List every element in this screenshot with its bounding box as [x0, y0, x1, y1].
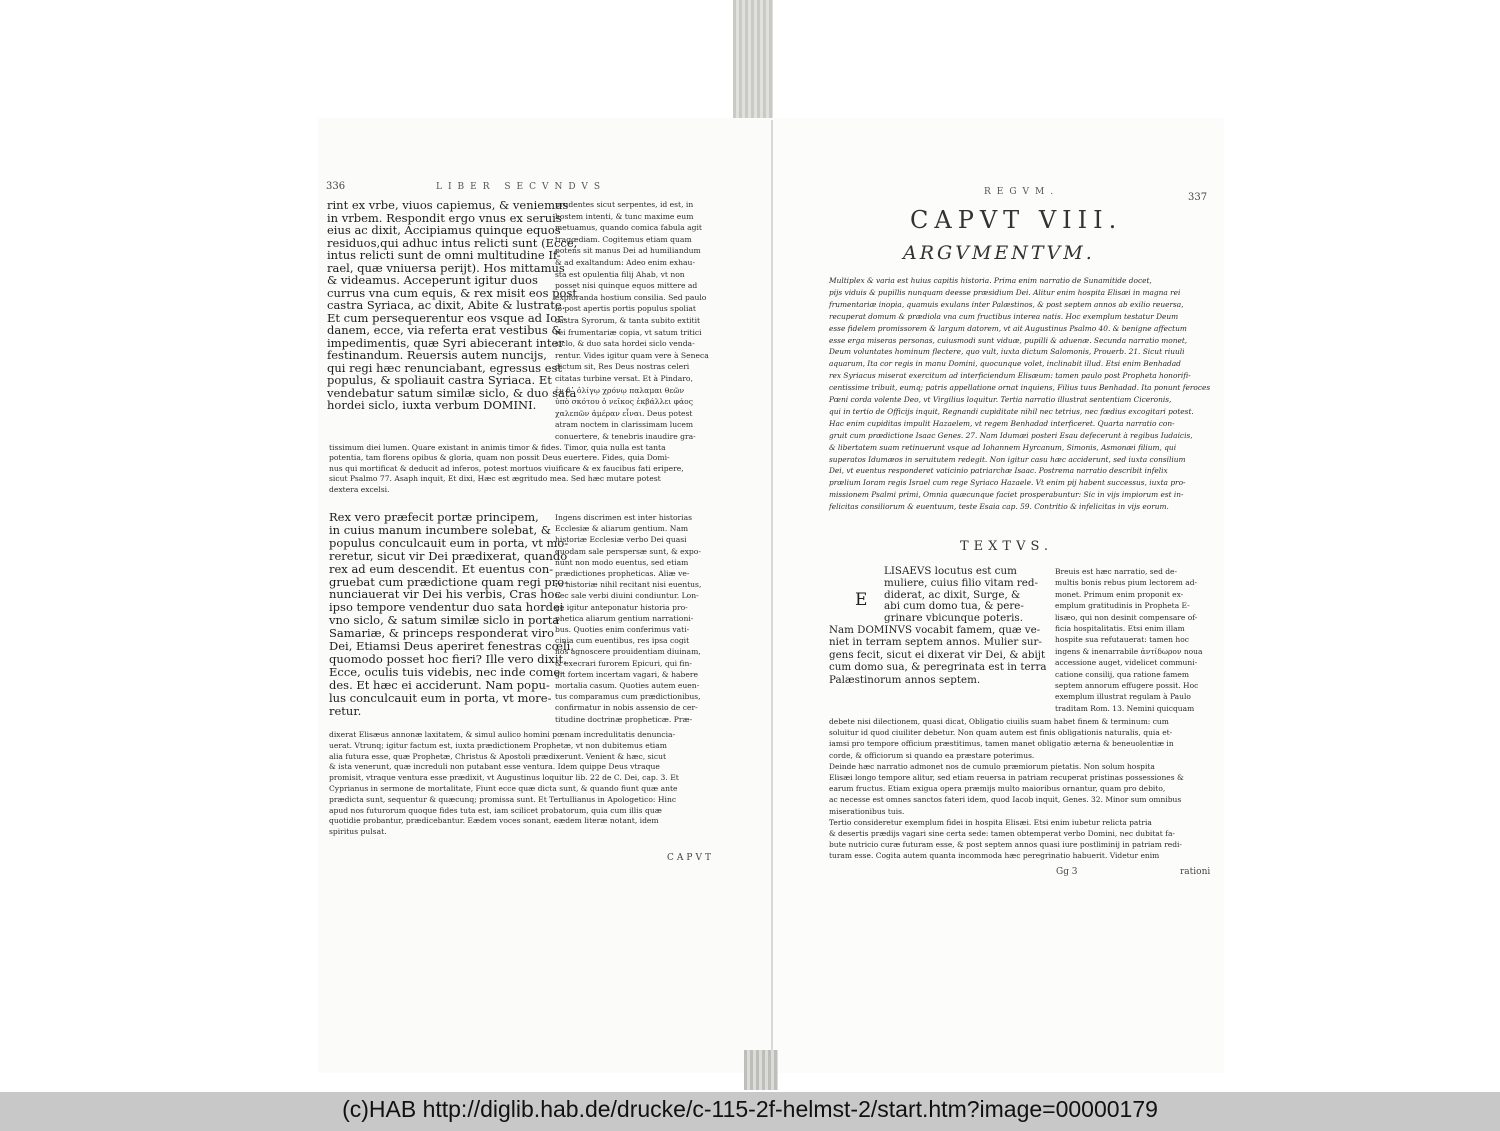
scan-edge-bottom: [744, 1050, 778, 1090]
text-line: & desertis prædijs vagari sine certa sede: tamen obtemperat verbo Domini, nec dubitat fa-: [829, 829, 1175, 838]
text-line: Ecce, oculis tuis videbis, nec inde come-: [329, 664, 565, 679]
text-line: lo post apertis portis populus spoliat: [555, 304, 696, 314]
text-line: tus comparamus cum prædictionibus,: [555, 692, 701, 702]
scan-edge-top: [733, 0, 773, 118]
text-line: castra Syrorum, & tanta subito extitit: [555, 316, 701, 325]
text-line: quomodo posset hoc fieri? Ille vero dixit,: [329, 651, 567, 666]
text-line: alia futura esse, quæ Prophetæ, Christus & Apostoli prædixerunt. Venient & hæc, sicut: [329, 751, 667, 761]
text-line: iamsi pro tempore officium præstitimus, tamen manet obligatio æterna & beneuolentiæ in: [829, 739, 1174, 749]
text-line: rex Syriacus miserat exercitum ad interficiendum Elisæum: tamen paulo post Propheta honorifi-: [829, 371, 1191, 381]
text-line: ipso tempore vendentur duo sata hordei: [329, 600, 564, 615]
text-line: uerat. Vtrunq; igitur factum est, iuxta prædictionem Prophetæ, vt non dubitemus etiam: [329, 740, 667, 750]
text-line: recuperat domum & prædiola vna cum fructibus interea natis. Hoc exemplum testatur Deum: [829, 311, 1179, 321]
text-line: ro historiæ nihil recitant nisi euentus,: [555, 580, 702, 590]
text-line: ὑπὸ σκότου ὁ νεῖκος ἐκβάλλει φάος: [555, 397, 693, 407]
text-line: bus. Quoties enim conferimus vati-: [555, 625, 690, 634]
text-line: atram noctem in clarissimam lucem: [555, 420, 694, 430]
text-line: potens sit manus Dei ad humiliandum: [555, 246, 701, 256]
text-line: nos agnoscere prouidentiam diuinam,: [555, 647, 701, 657]
text-line: cinia cum euentibus, res ipsa cogit: [555, 636, 690, 646]
text-line: Et cum persequerentur eos vsque ad Ior-: [327, 310, 567, 325]
text-line: retur.: [329, 703, 362, 718]
text-line: castra Syriaca, ac dixit, Abite & lustrate.: [327, 298, 566, 312]
left-catchword: CAPVT: [667, 853, 714, 863]
text-line: muliere, cuius filio vitam red-: [884, 576, 1038, 589]
argument-heading: ARGVMENTVM.: [903, 242, 1095, 264]
text-line: & execrari furorem Epicuri, qui fin-: [555, 658, 692, 668]
text-line: spiritus pulsat.: [329, 827, 387, 837]
text-line: conuertere, & tenebris inaudire gra-: [555, 432, 696, 441]
text-line: posset nisi quinque equos mittere ad: [555, 281, 698, 291]
signature-mark: Gg 3: [1056, 867, 1078, 877]
text-line: nunt non modo euentus, sed etiam: [555, 557, 689, 567]
text-line: nus qui mortificat & deducit ad inferos, potest mortuos viuificare & ex faucibus fati eripere,: [329, 463, 684, 473]
text-line: vno siclo, & satum similæ siclo in porta: [329, 613, 560, 628]
text-line: lisæo, qui non desinit compensare of-: [1055, 612, 1198, 622]
text-line: reretur, sicut vir Dei prædixerat, quando: [329, 548, 568, 563]
text-line: titudine doctrinæ propheticæ. Præ-: [555, 714, 693, 724]
text-line: phetica aliarum gentium narrationi-: [555, 613, 694, 623]
text-line: nec sale verbi diuini condiuntur. Lon-: [555, 591, 699, 601]
text-line: dixerat Elisæus annonæ laxitatem, & simul aulico homini pœnam incredulitatis denuncia-: [329, 730, 676, 739]
text-line: Dei, Etiamsi Deus aperiret fenestras cœli,: [329, 639, 575, 653]
text-line: bute nutricio curæ futuram esse, & post septem annos quasi iure postliminij in patriam redi-: [829, 840, 1182, 850]
text-line: quodam sale perspersæ sunt, & expo-: [555, 546, 701, 556]
text-line: tragœdiam. Cogitemus etiam quam: [555, 234, 692, 244]
text-line: pijs viduis & pupillis nunquam deesse præsidium Dei. Alitur enim hospita Elisæi in magna rei: [829, 287, 1181, 297]
text-line: & videamus. Acceperunt igitur duos: [327, 273, 538, 287]
text-line: frumentariæ inopia, quamuis exulans inter Palæstinos, & post septem annos ab exilio reuersa,: [829, 299, 1184, 309]
text-line: populus, & spoliauit castra Syriaca. Et: [327, 373, 552, 387]
text-line: prædicta sunt, sequentur & quæcunq; promissa sunt. Et Tertullianus in Apologetico: Hinc: [329, 794, 677, 804]
text-line: superatos Idumæos in seruitutem redegit. Non igitur casu hæc acciderunt, sed iuxta consilium: [829, 454, 1186, 464]
text-line: nunciauerat vir Dei his verbis, Cras hoc: [329, 587, 561, 602]
text-line: dextera excelsi.: [329, 484, 390, 494]
text-line: Deinde hæc narratio admonet nos de cumulo præmiorum pietatis. Non solum hospita: [829, 761, 1155, 771]
text-line: Pœni corda volente Deo, vt Virgilius loquitur. Tertia narratio illustrat sententiam Ciceronis,: [829, 395, 1172, 404]
text-line: tissimum diei lumen. Quare existant in animis timor & fides. Timor, quia nulla est tanta: [329, 443, 666, 452]
text-line: danem, ecce, via referta erat vestibus &: [327, 323, 562, 337]
text-line: niet in terram septem annos. Mulier sur-: [829, 636, 1042, 649]
text-line: quotidie probantur, prædicebantur. Eædem voces sonant, eædem literæ notant, idem: [329, 816, 659, 826]
text-line: metuamus, quando comica fabula agit: [555, 223, 702, 233]
text-line: aquarum, Ita cor regis in manu Domini, quocunque volet, inclinabit illud. Etsi enim Benhadad: [829, 359, 1181, 369]
text-line: ficia hospitalitatis. Etsi enim illam: [1055, 624, 1185, 633]
text-line: emplum gratitudinis in Propheta E-: [1055, 601, 1190, 611]
text-line: & libertatem suam retinuerunt vsque ad Iohannem Hyrcanum, Simonis, Asmonæi filium, qui: [829, 442, 1177, 452]
text-line: Multiplex & varia est huius capitis historia. Prima enim narratio de Sunamitide docet,: [829, 276, 1152, 285]
text-line: earum fructus. Etiam exigua opera præmijs multo maioribus ornantur, quam pro debito,: [829, 784, 1166, 794]
text-line: gruebat cum prædictione quam regi pro-: [329, 574, 569, 589]
left-page-number: 336: [326, 181, 346, 192]
drop-cap: E: [855, 590, 868, 610]
credit-text: (c)HAB http://diglib.hab.de/drucke/c-115-2f-helmst-2/start.htm?image=00000179: [342, 1096, 1158, 1122]
text-line: monet. Primum enim proponit ex-: [1055, 589, 1184, 599]
text-line: git fortem incertam vagari, & habere: [555, 669, 698, 679]
text-line: abi cum domo tua, & pere-: [884, 600, 1024, 613]
right-page-number: 337: [1188, 192, 1208, 203]
text-line: prælium Ioram regis Israel cum rege Syriaco Hazaele. Vt enim pij habent successus, iuxta pro-: [829, 478, 1186, 488]
text-line: χαλεπῶν ἀμέραν εἶναι. Deus potest: [555, 408, 693, 418]
text-line: rint ex vrbe, viuos capiemus, & veniemus: [327, 198, 569, 212]
right-catchword: rationi: [1180, 867, 1211, 877]
text-line: hostem intenti, & tunc maxime eum: [555, 211, 694, 221]
text-line: hospite sua refutauerat: tamen hoc: [1055, 635, 1189, 645]
textus-heading: TEXTVS.: [960, 539, 1054, 554]
text-line: festinandum. Reuersis autem nuncijs,: [327, 348, 547, 362]
text-line: esse fidelem promissorem & largum datorem, vt ait Augustinus Psalmo 40. & benigne affectum: [829, 323, 1187, 333]
text-line: exemplum illustrat regulam à Paulo: [1055, 692, 1191, 702]
text-line: Ecclesiæ & aliarum gentium. Nam: [555, 524, 689, 534]
text-line: & ista venerunt, quæ increduli non putabant esse ventura. Idem quippe Deus vtraque: [329, 762, 660, 772]
text-line: Nam DOMINVS vocabit famem, quæ ve-: [829, 624, 1041, 636]
text-line: debete nisi dilectionem, quasi dicat, Obligatio ciuilis suam habet finem & terminum: cum: [829, 717, 1169, 726]
text-line: esse erga miseras personas, cuiusmodi sunt viduæ, pupilli & aduenæ. Secunda narratio monet,: [829, 335, 1188, 345]
text-line: exploranda hostium consilia. Sed paulo: [555, 292, 707, 302]
text-line: rex ad eum descendit. Et euentus con-: [329, 561, 554, 576]
text-line: in vrbem. Respondit ergo vnus ex seruis: [327, 210, 562, 225]
text-line: traditam Rom. 13. Nemini quicquam: [1055, 703, 1195, 713]
text-line: multis bonis rebus pium lectorem ad-: [1055, 578, 1198, 588]
text-line: sicut Psalmo 77. Asaph inquit, Et dixi, Hæc est ægritudo mea. Sed hæc mutare potest: [329, 474, 661, 484]
text-line: potentia, tam florens opibus & gloria, quam non possit Deus euertere. Fides, quia Domi-: [329, 453, 670, 463]
text-line: soluitur id quod ciuiliter debetur. Non quam autem est finis obligationis naturalis, quia et-: [829, 728, 1173, 738]
text-line: lus conculcauit eum in porta, vt more-: [329, 690, 552, 705]
text-line: ac necesse est omnes sanctos fateri idem, quod Iacob inquit, Genes. 32. Minor sum omnibus: [829, 795, 1182, 805]
text-line: residuos,qui adhuc intus relicti sunt (Ecce,: [327, 235, 578, 250]
book-gutter: [771, 120, 773, 1070]
text-line: catione consilij, qua ratione famem: [1055, 669, 1189, 679]
text-line: cum domo sua, & peregrinata est in terra: [829, 661, 1047, 674]
text-line: intus relicti sunt de omni multitudine If-: [327, 248, 561, 262]
right-running-head: REGVM.: [984, 187, 1060, 197]
text-line: Elisæi longo tempore alitur, sed etiam reuersa in patriam recuperat pristinas possessiones &: [829, 773, 1184, 782]
text-line: impedimentis, quæ Syri abiecerant inter: [327, 335, 564, 350]
text-line: populus conculcauit eum in porta, vt mo-: [329, 535, 569, 550]
text-line: prædictiones propheticas. Aliæ ve-: [555, 569, 690, 578]
text-line: confirmatur in nobis assensio de cer-: [555, 703, 698, 713]
text-line: vendebatur satum similæ siclo, & duo sata: [327, 385, 577, 400]
text-line: Palæstinorum annos septem.: [829, 673, 981, 686]
text-line: in cuius manum incumbere solebat, &: [329, 522, 552, 537]
text-line: Deum voluntates hominum flectere, quo vult, iuxta dictum Salomonis, Prouerb. 21. Sicut riuuli: [829, 347, 1185, 357]
text-line: missionem Psalmi primi, Omnia quæcunque faciet prosperabuntur: Sic in vijs impiorum est in-: [829, 490, 1184, 500]
text-line: prudentes sicut serpentes, id est, in: [555, 200, 694, 209]
text-line: LISAEVS locutus est cum: [884, 565, 1017, 577]
text-line: siclo, & duo sata hordei siclo venda-: [555, 339, 695, 349]
text-line: sta est opulentia filij Ahab, vt non: [555, 269, 685, 279]
text-line: Cyprianus in sermone de mortalitate, Fiunt ecce quæ dicta sunt, & quando fiunt quæ ante: [329, 784, 678, 793]
chapter-title: CAPVT VIII.: [910, 206, 1123, 234]
text-line: Dei, vt euentus responderet vaticinio patriarchæ Isaac. Postrema narratio describit infelix: [829, 466, 1168, 476]
text-line: historiæ Ecclesiæ verbo Dei quasi: [555, 535, 687, 545]
text-line: ge igitur anteponatur historia pro-: [555, 602, 688, 612]
text-line: turam esse. Cogita autem quanta incommoda hæc peregrinatio habuerit. Videtur enim: [829, 851, 1160, 861]
text-line: rael, quæ vniuersa perijt). Hos mittamus: [327, 260, 565, 275]
text-line: eius ac dixit, Accipiamus quinque equos: [327, 223, 561, 237]
left-running-head: LIBER SECVNDVS: [436, 182, 607, 192]
text-line: ἐν δ᾽ ὀλίγῳ χρόνῳ παλαμαι θεῶν: [555, 385, 685, 395]
text-line: septem annorum effugere possit. Hoc: [1055, 681, 1199, 690]
text-line: hordei siclo, iuxta verbum DOMINI.: [327, 398, 537, 412]
text-line: diderat, ac dixit, Surge, &: [884, 588, 1021, 601]
text-line: accessione auget, videlicet communi-: [1055, 658, 1198, 668]
text-line: Ingens discrimen est inter historias: [555, 513, 693, 522]
text-line: citatas turbine versat. Et à Pindaro,: [555, 374, 693, 383]
text-line: Tertio consideretur exemplum fidei in hospita Elisæi. Etsi enim iubetur relicta patria: [829, 817, 1152, 827]
text-line: rentur. Vides igitur quam vere à Seneca: [555, 350, 709, 360]
text-line: mortalia casum. Quoties autem euen-: [555, 681, 700, 690]
text-line: qui in tertio de Officijs inquit, Regnandi cupiditate nihil nec tetrius, nec fœdius excogitari potest.: [829, 406, 1194, 416]
text-line: Samariæ, & princeps responderat viro: [329, 626, 555, 641]
text-line: grinare vbicunque poteris.: [884, 612, 1023, 625]
text-line: Breuis est hæc narratio, sed de-: [1055, 567, 1178, 576]
text-line: Hac enim cupiditas impulit Hazaelem, vt regem Benhadad interficeret. Quarta narratio con-: [829, 418, 1175, 428]
text-line: currus vna cum equis, & rex misit eos post: [327, 285, 577, 300]
text-line: & ad exaltandum: Adeo enim exhau-: [555, 258, 696, 267]
text-line: dictum sit, Res Deus nostras celeri: [555, 362, 690, 372]
text-line: rei frumentariæ copia, vt satum tritici: [555, 327, 702, 337]
text-line: felicitas consiliorum & euentuum, teste Esaia cap. 59. Contritio & infelicitas in vijs eorum.: [829, 502, 1169, 512]
text-line: apud nos futurorum quoque fides tuta est, iam scilicet probatorum, quia cum illis quæ: [329, 805, 662, 815]
text-line: centissime tribuit, eumq; patris appellatione ornat inquiens, Filius tuus Benhadad. Ita ponunt feroces: [829, 383, 1211, 393]
text-line: des. Et hæc ei acciderunt. Nam popu-: [329, 677, 550, 692]
text-line: promisit, vtraque ventura esse prædixit, vt Augustinus loquitur lib. 22 de C. Dei, cap. 3. Et: [329, 773, 679, 783]
text-line: Rex vero præfecit portæ principem,: [329, 510, 539, 524]
text-line: gruit cum prædictione Isaac Genes. 27. Nam Idumæi posteri Esau defecerunt à regibus Iudaicis,: [829, 430, 1193, 440]
text-line: ingens & inenarrabile ἀντίδωρον noua: [1055, 646, 1203, 656]
text-line: gens fecit, sicut ei dixerat vir Dei, & abijt: [829, 648, 1046, 661]
text-line: miserationibus tuis.: [829, 806, 905, 816]
text-line: qui regi hæc renunciabant, egressus est: [327, 360, 563, 375]
text-line: corde, & officiorum si quando ea præstare poterimus.: [829, 750, 1035, 760]
